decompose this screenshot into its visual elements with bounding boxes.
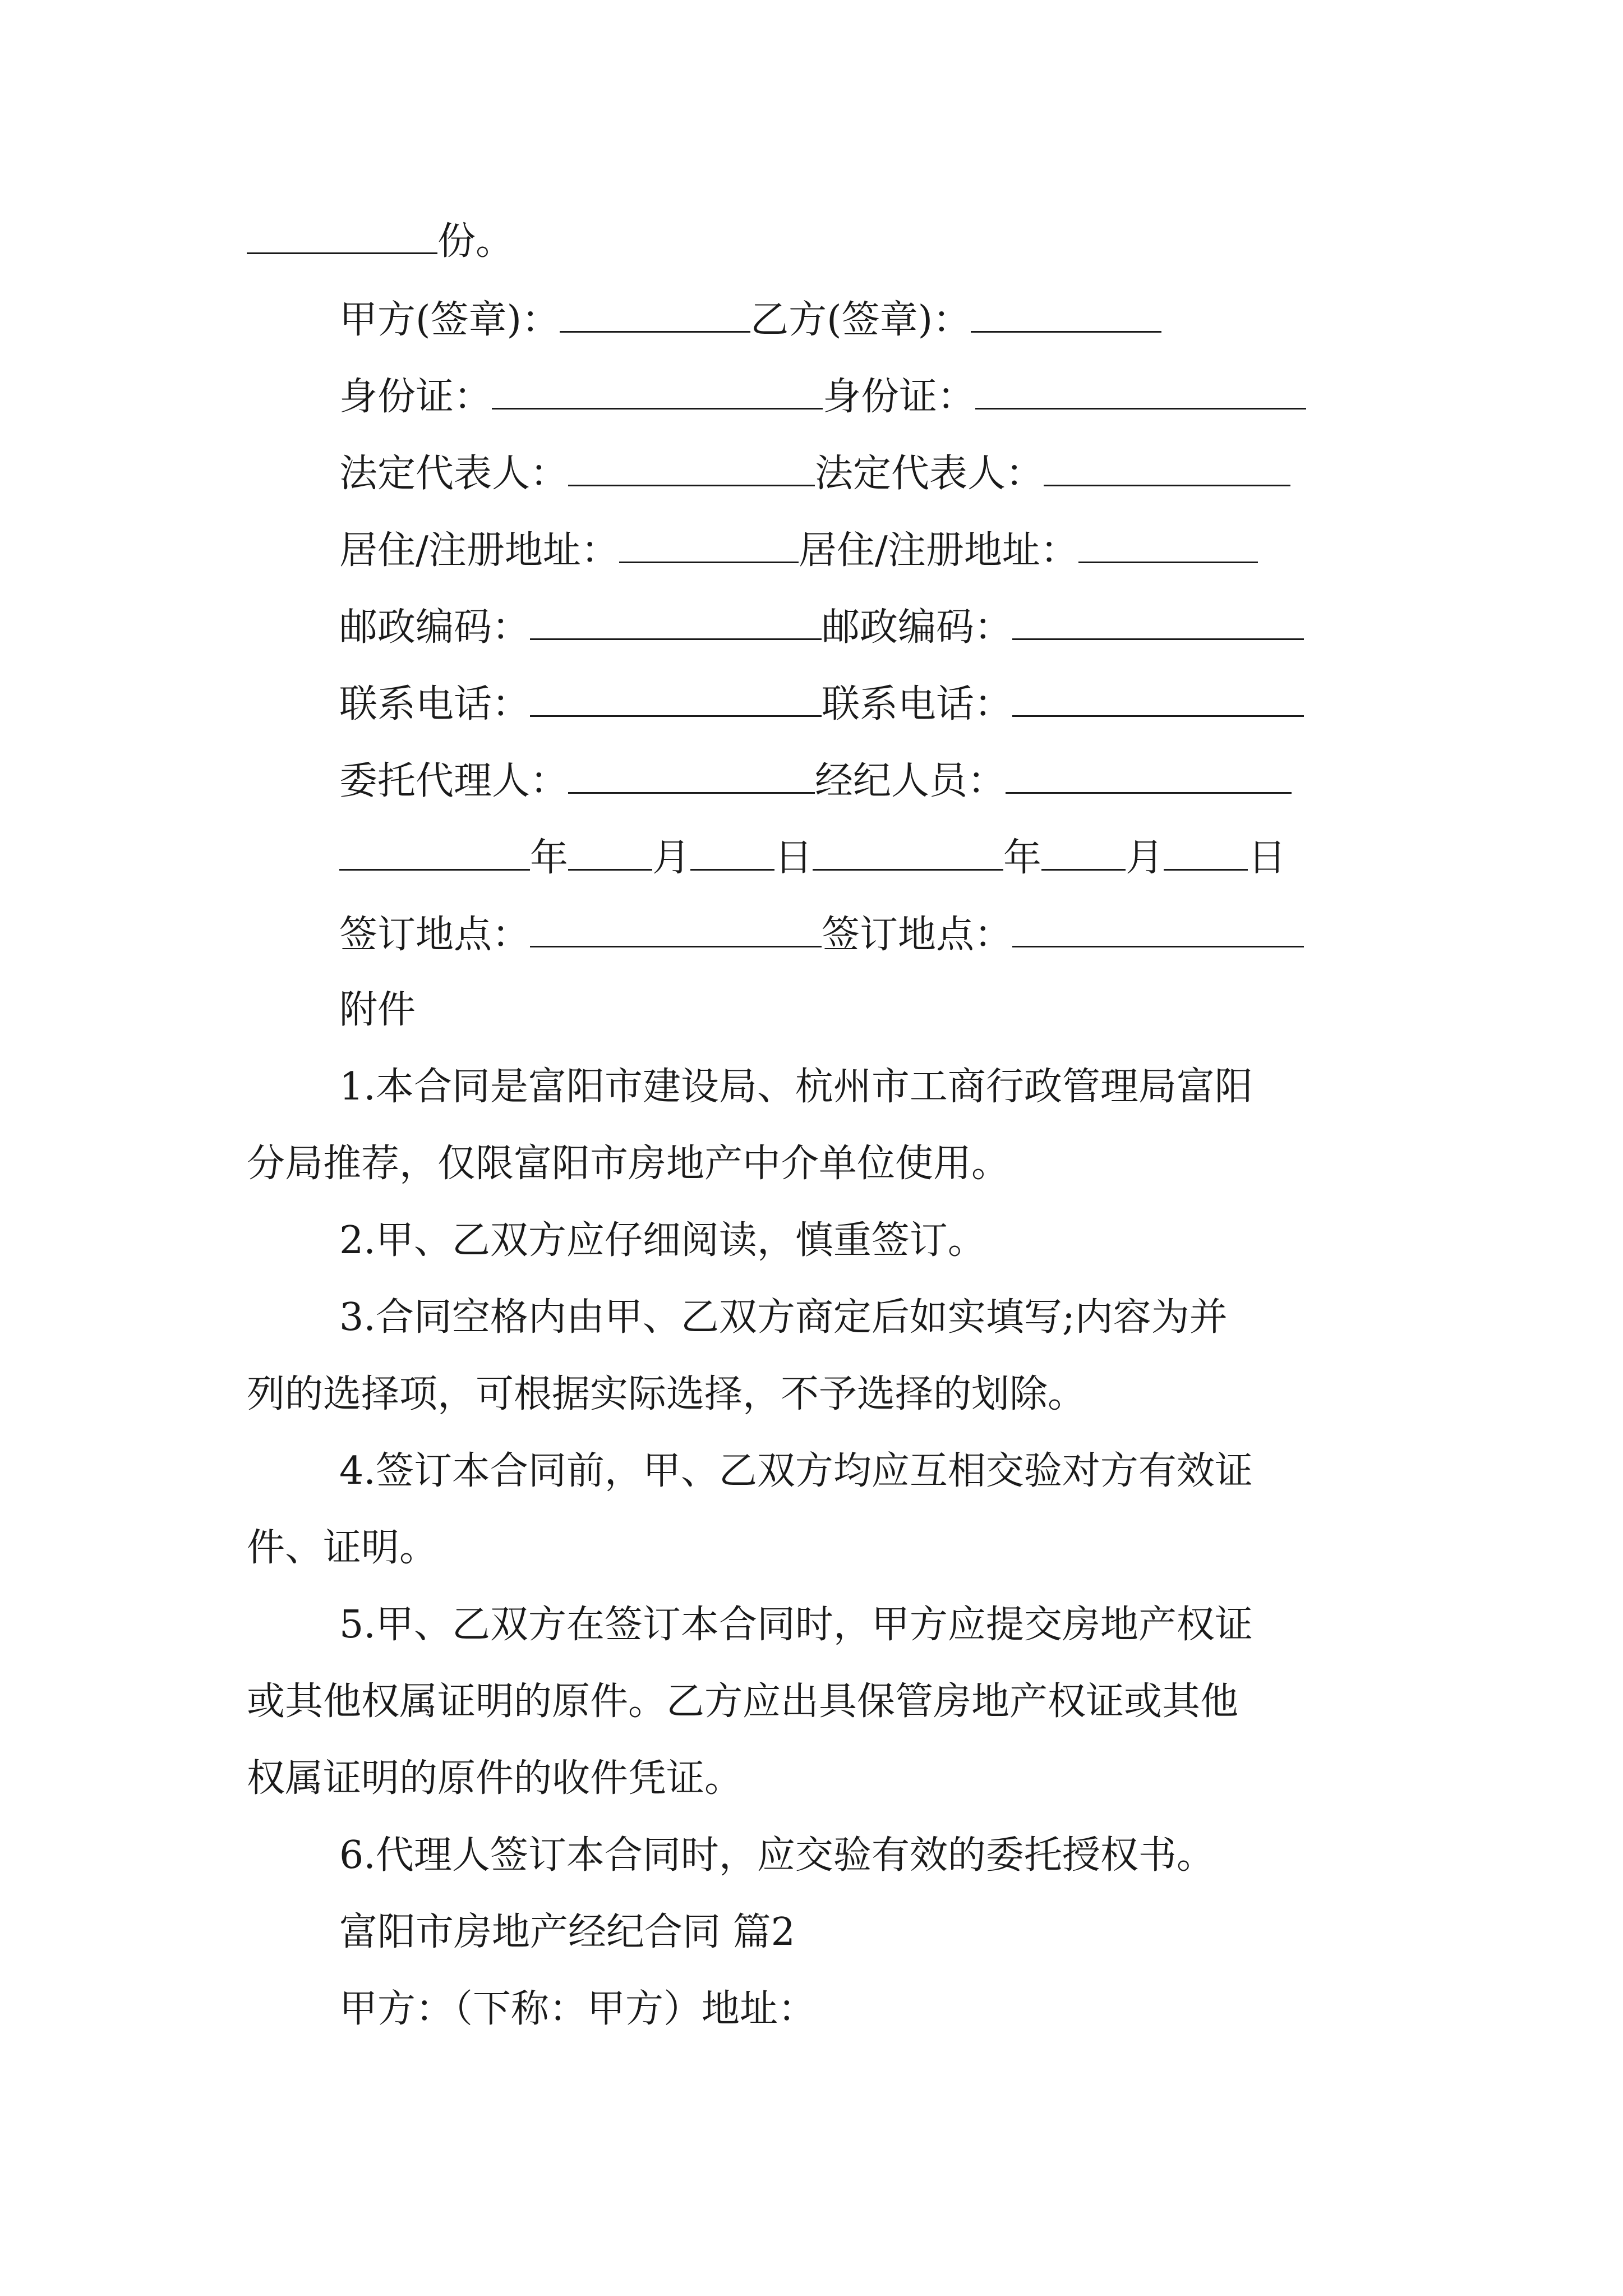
note-2-line-1: 2.甲、乙双方应仔细阅读，慎重签订。 xyxy=(339,1218,986,1263)
party-b-broker-label: 经纪人员： xyxy=(815,759,1006,803)
party-a-address-label: 居住/注册地址： xyxy=(339,528,619,573)
year-label: 年 xyxy=(1003,836,1042,880)
signature-row xyxy=(339,522,1258,576)
party-b-place-label: 签订地点： xyxy=(822,913,1013,957)
copies-blank[interactable] xyxy=(247,213,437,254)
signature-row xyxy=(339,599,1304,653)
party-b-day-blank[interactable] xyxy=(1164,830,1248,871)
party-b-phone-label: 联系电话： xyxy=(822,682,1013,726)
note-1-line-2: 分局推荐，仅限富阳市房地产中介单位使用。 xyxy=(247,1142,1010,1186)
signing-place-row xyxy=(339,907,1304,960)
party-b-broker-blank[interactable] xyxy=(1006,753,1292,794)
copies-suffix: 份。 xyxy=(437,219,514,264)
month-label: 月 xyxy=(1126,836,1164,880)
party-b-month-blank[interactable] xyxy=(1041,830,1126,871)
section-title: 富阳市房地产经纪合同 篇2 xyxy=(339,1910,795,1954)
party-a-postcode-label: 邮政编码： xyxy=(339,605,531,650)
party-b-id-blank[interactable] xyxy=(975,369,1306,409)
party-b-sign-blank[interactable] xyxy=(971,292,1161,333)
note-3-line-2: 列的选择项，可根据实际选择，不予选择的划除。 xyxy=(247,1372,1086,1416)
signature-row xyxy=(339,676,1304,730)
party-a-phone-blank[interactable] xyxy=(530,676,822,717)
party-a-legal-blank[interactable] xyxy=(568,445,815,486)
party-b-address-blank[interactable] xyxy=(1078,522,1258,563)
party-a-id-blank[interactable] xyxy=(492,369,823,409)
party-a-sign-label: 甲方(签章)： xyxy=(339,298,560,342)
signature-row xyxy=(339,753,1292,807)
day-label: 日 xyxy=(1248,836,1287,880)
note-5-line-2: 或其他权属证明的原件。乙方应出具保管房地产权证或其他 xyxy=(247,1680,1239,1724)
signature-row xyxy=(339,369,1306,422)
party-a-address-blank[interactable] xyxy=(619,522,799,563)
note-4-line-1: 4.签订本合同前，甲、乙双方均应互相交验对方有效证 xyxy=(339,1449,1253,1493)
party-a-agent-label: 委托代理人： xyxy=(339,759,569,803)
copies-line xyxy=(247,213,514,267)
party-b-legal-blank[interactable] xyxy=(1044,445,1290,486)
party-a-line: 甲方：（下称：甲方）地址： xyxy=(339,1987,817,2031)
party-a-place-label: 签订地点： xyxy=(339,913,531,957)
day-label: 日 xyxy=(774,836,813,880)
party-a-phone-label: 联系电话： xyxy=(339,682,531,726)
party-a-day-blank[interactable] xyxy=(690,830,774,871)
date-row xyxy=(339,830,1286,884)
party-b-postcode-blank[interactable] xyxy=(1012,599,1304,640)
party-a-agent-blank[interactable] xyxy=(568,753,815,794)
party-b-phone-blank[interactable] xyxy=(1012,676,1304,717)
signature-row xyxy=(339,445,1290,499)
party-b-legal-label: 法定代表人： xyxy=(815,452,1044,496)
party-a-month-blank[interactable] xyxy=(568,830,652,871)
party-b-sign-label: 乙方(签章)： xyxy=(750,298,971,342)
party-b-year-blank[interactable] xyxy=(813,830,1003,871)
note-5-line-3: 权属证明的原件的收件凭证。 xyxy=(247,1756,743,1801)
party-b-place-blank[interactable] xyxy=(1012,907,1304,947)
party-b-address-label: 居住/注册地址： xyxy=(798,528,1078,573)
party-a-year-blank[interactable] xyxy=(339,830,530,871)
note-1-line-1: 1.本合同是富阳市建设局、杭州市工商行政管理局富阳 xyxy=(339,1065,1253,1109)
note-5-line-1: 5.甲、乙双方在签订本合同时，甲方应提交房地产权证 xyxy=(339,1603,1253,1647)
year-label: 年 xyxy=(530,836,569,880)
party-b-id-label: 身份证： xyxy=(823,375,976,419)
attachment-title: 附件 xyxy=(339,988,416,1032)
note-6-line-1: 6.代理人签订本合同时，应交验有效的委托授权书。 xyxy=(339,1833,1215,1878)
month-label: 月 xyxy=(652,836,691,880)
signature-row xyxy=(339,292,1161,346)
party-a-sign-blank[interactable] xyxy=(560,292,750,333)
party-a-id-label: 身份证： xyxy=(339,375,492,419)
party-a-legal-label: 法定代表人： xyxy=(339,452,569,496)
note-3-line-1: 3.合同空格内由甲、乙双方商定后如实填写;内容为并 xyxy=(339,1295,1228,1340)
party-a-postcode-blank[interactable] xyxy=(530,599,822,640)
party-a-place-blank[interactable] xyxy=(530,907,822,947)
party-b-postcode-label: 邮政编码： xyxy=(822,605,1013,650)
note-4-line-2: 件、证明。 xyxy=(247,1526,438,1570)
